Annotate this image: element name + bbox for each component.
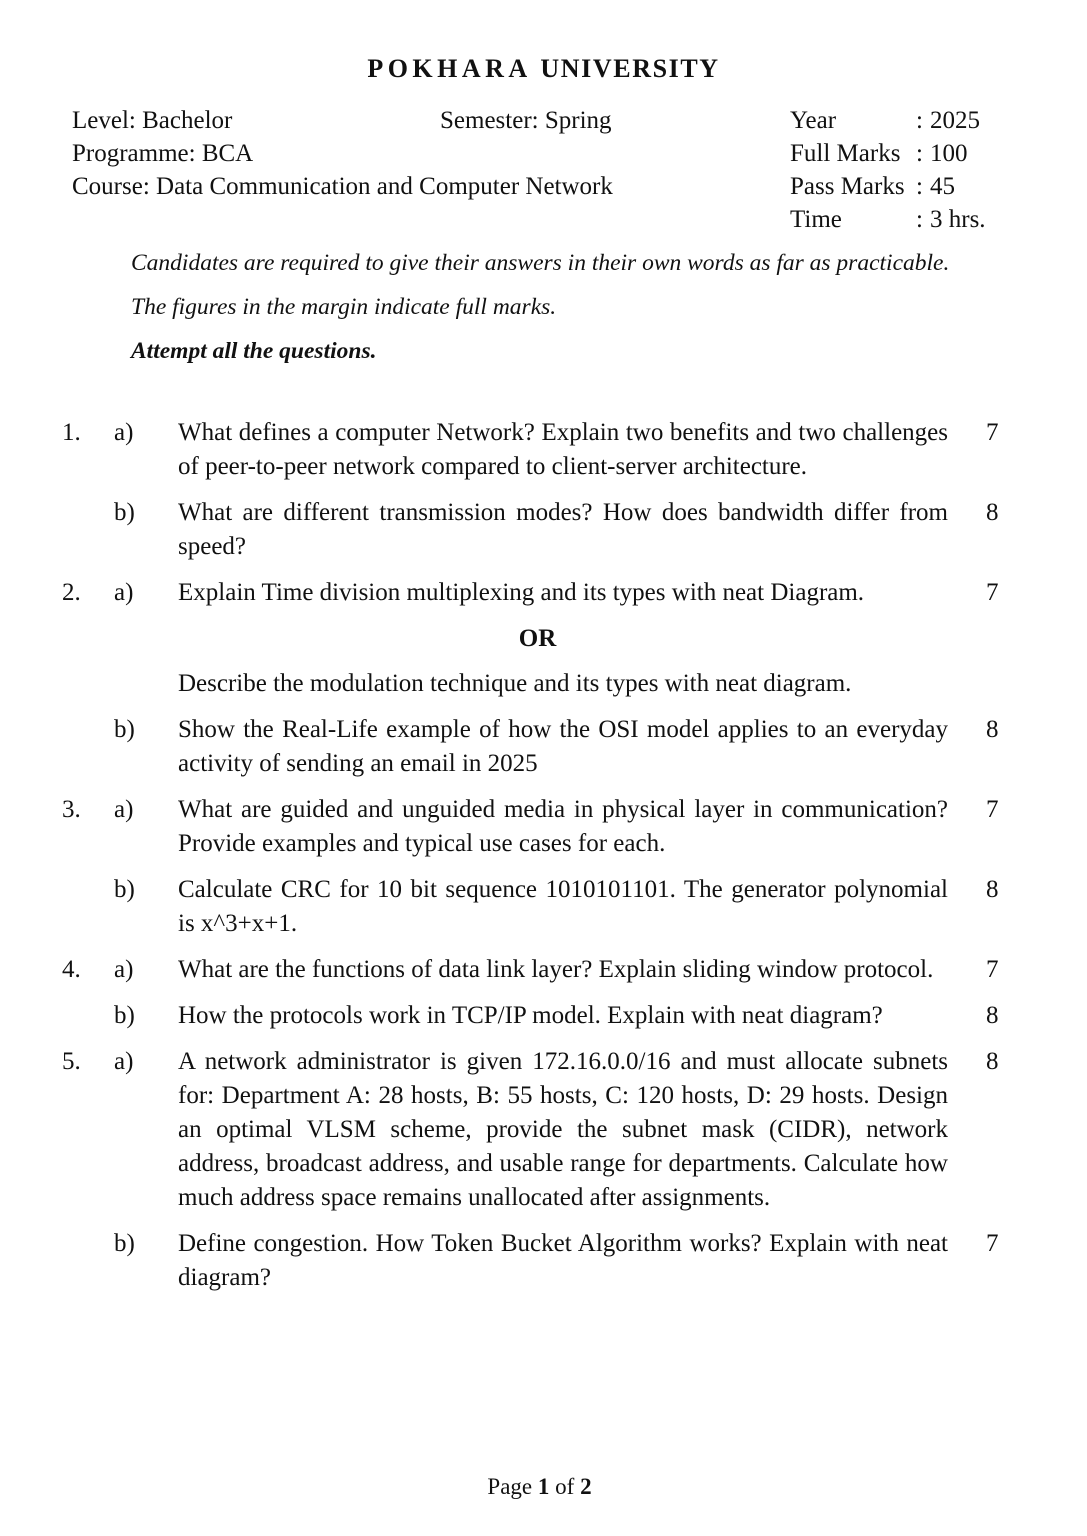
question-text: What are the functions of data link layer? Explain sliding window protocol.	[178, 956, 934, 983]
question-text: How the protocols work in TCP/IP model. Explain with neat diagram?	[178, 1002, 883, 1029]
footer-of-word: of	[555, 1474, 575, 1499]
question-number: 2.	[62, 579, 81, 606]
pass-marks-label: Pass Marks	[790, 173, 905, 200]
question-letter: a)	[114, 419, 134, 446]
time-value: 3 hrs.	[930, 206, 986, 233]
footer-current-page: 1	[537, 1474, 550, 1499]
year-value: 2025	[930, 107, 980, 134]
question-letter: a)	[114, 1048, 134, 1075]
exam-metadata-block	[72, 104, 1017, 236]
pass-marks-value: 45	[930, 173, 955, 200]
question-row	[0, 953, 1087, 987]
footer-page-word: Page	[487, 1474, 533, 1499]
question-letter: a)	[114, 956, 134, 983]
footer-total-pages: 2	[580, 1474, 592, 1499]
question-text: What are guided and unguided media in physical layer in communication? Provide examples and typical use cases for each.	[178, 796, 948, 857]
pass-marks-row	[790, 170, 955, 203]
question-letter: a)	[114, 579, 134, 606]
course-label: Course: Data Communication and Computer Network	[72, 173, 613, 200]
question-marks: 8	[986, 1048, 999, 1075]
question-marks: 7	[986, 579, 999, 606]
pass-marks-colon: :	[916, 173, 923, 200]
question-marks: 8	[986, 716, 999, 743]
question-number: 3.	[62, 796, 81, 823]
question-row	[0, 667, 1087, 701]
question-marks: 8	[986, 1002, 999, 1029]
question-row	[0, 416, 1087, 484]
question-row	[0, 1045, 1087, 1215]
question-number: 5.	[62, 1048, 81, 1075]
page-title	[0, 54, 1087, 84]
question-letter: b)	[114, 1230, 135, 1257]
question-letter: b)	[114, 1002, 135, 1029]
time-row	[790, 203, 986, 236]
instruction-figures: The figures in the margin indicate full marks.	[131, 294, 557, 320]
question-letter: b)	[114, 876, 135, 903]
question-row	[0, 1227, 1087, 1295]
metadata-row-4	[72, 203, 1017, 236]
question-text: Define congestion. How Token Bucket Algorithm works? Explain with neat diagram?	[178, 1230, 948, 1291]
question-letter: b)	[114, 716, 135, 743]
question-row	[0, 873, 1087, 941]
question-row	[0, 999, 1087, 1033]
question-text: A network administrator is given 172.16.0.0/16 and must allocate subnets for: Department A: 28 hosts, B: 55 hosts, C: 120 hosts, D: 29 hosts. Design an optimal VLSM scheme, provide the subnet mask (CIDR), network address, broadcast address, and usable range for departments. Calculate how much address space remains unallocated after assignments.	[178, 1048, 948, 1211]
full-marks-colon: :	[916, 140, 923, 167]
question-text: What are different transmission modes? How does bandwidth differ from speed?	[178, 499, 948, 560]
or-divider: OR	[518, 625, 557, 652]
metadata-row-2	[72, 137, 1017, 170]
semester-label: Semester: Spring	[440, 107, 612, 134]
question-row	[0, 713, 1087, 781]
question-marks: 8	[986, 876, 999, 903]
question-letter: a)	[114, 796, 134, 823]
question-row	[0, 496, 1087, 564]
question-text: Calculate CRC for 10 bit sequence 1010101101. The generator polynomial is x^3+x+1.	[178, 876, 948, 937]
question-letter: b)	[114, 499, 135, 526]
full-marks-label: Full Marks	[790, 140, 901, 167]
programme-label: Programme: BCA	[72, 140, 254, 167]
page-footer	[0, 1474, 1087, 1500]
year-label: Year	[790, 107, 837, 134]
question-text: Explain Time division multiplexing and its types with neat Diagram.	[178, 579, 865, 606]
question-marks: 7	[986, 419, 999, 446]
question-text: Describe the modulation technique and its types with neat diagram.	[178, 670, 852, 697]
question-marks: 7	[986, 956, 999, 983]
question-text: Show the Real-Life example of how the OSI model applies to an everyday activity of sending an email in 2025	[178, 716, 948, 777]
level-label: Level: Bachelor	[72, 107, 233, 134]
question-marks: 8	[986, 499, 999, 526]
questions-list	[0, 416, 1087, 1307]
question-marks: 7	[986, 1230, 999, 1257]
university-name-word-2: UNIVERSITY	[540, 54, 720, 83]
instruction-candidates: Candidates are required to give their answers in their own words as far as practicable.	[131, 250, 950, 276]
full-marks-row	[790, 137, 968, 170]
question-number: 1.	[62, 419, 81, 446]
instructions-block	[131, 248, 961, 367]
time-colon: :	[916, 206, 923, 233]
question-row	[0, 576, 1087, 610]
metadata-row-3	[72, 170, 1017, 203]
question-text: What defines a computer Network? Explain two benefits and two challenges of peer-to-peer network compared to client-server architecture.	[178, 419, 948, 480]
time-label: Time	[790, 206, 842, 233]
university-name-word-1: POKHARA	[367, 54, 532, 83]
full-marks-value: 100	[930, 140, 968, 167]
instruction-attempt-all: Attempt all the questions.	[131, 338, 377, 364]
question-marks: 7	[986, 796, 999, 823]
question-number: 4.	[62, 956, 81, 983]
metadata-row-1	[72, 104, 1017, 137]
year-row	[790, 104, 980, 137]
question-row	[0, 793, 1087, 861]
year-colon: :	[916, 107, 923, 134]
